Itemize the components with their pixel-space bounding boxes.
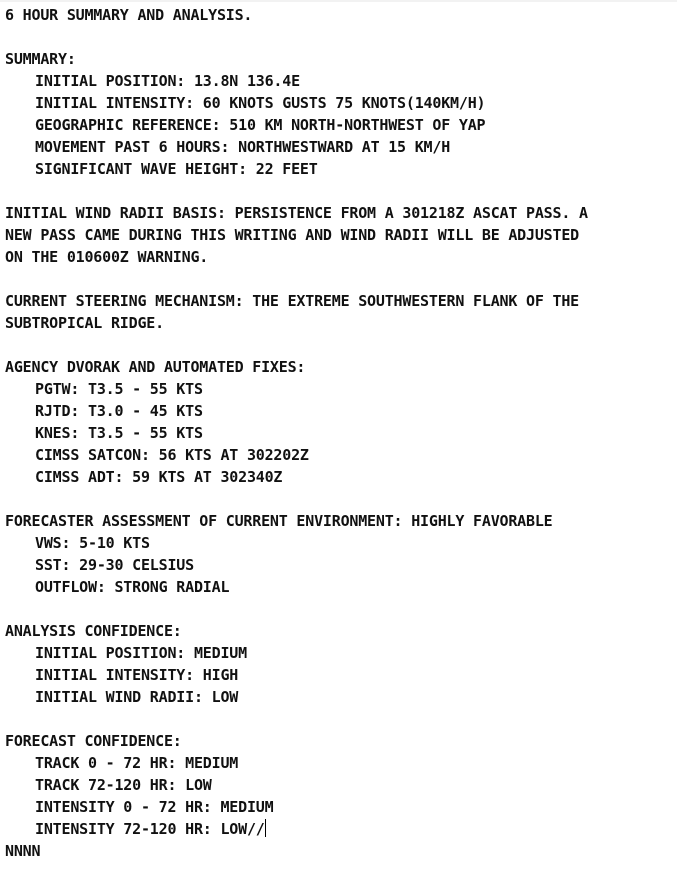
dvorak-section <box>5 356 675 488</box>
analysis-confidence-wind-radii: INITIAL WIND RADII: LOW <box>35 688 239 706</box>
warning-text-document[interactable] <box>5 4 675 862</box>
environment-sst: SST: 29-30 CELSIUS <box>35 556 194 574</box>
top-edge-divider <box>0 0 677 2</box>
summary-movement: MOVEMENT PAST 6 HOURS: NORTHWESTWARD AT 15 KM/H <box>35 138 451 156</box>
analysis-confidence-intensity: INITIAL INTENSITY: HIGH <box>35 666 239 684</box>
dvorak-fix-satcon: CIMSS SATCON: 56 KTS AT 302202Z <box>35 446 309 464</box>
analysis-confidence-section <box>5 620 675 708</box>
summary-wave-height: SIGNIFICANT WAVE HEIGHT: 22 FEET <box>35 160 318 178</box>
summary-initial-position: INITIAL POSITION: 13.8N 136.4E <box>35 72 300 90</box>
forecast-confidence-heading: FORECAST CONFIDENCE: <box>5 732 182 750</box>
environment-section <box>5 510 675 598</box>
environment-outflow: OUTFLOW: STRONG RADIAL <box>35 578 230 596</box>
text-cursor <box>265 819 266 837</box>
wind-radii-section <box>5 202 675 268</box>
environment-vws: VWS: 5-10 KTS <box>35 534 150 552</box>
summary-geographic-reference: GEOGRAPHIC REFERENCE: 510 KM NORTH-NORTHWEST OF YAP <box>35 116 486 134</box>
forecast-confidence-intensity-0-72: INTENSITY 0 - 72 HR: MEDIUM <box>35 798 274 816</box>
blank-line <box>5 598 675 620</box>
wind-radii-line: INITIAL WIND RADII BASIS: PERSISTENCE FROM A 301218Z ASCAT PASS. A <box>5 204 588 222</box>
wind-radii-line: ON THE 010600Z WARNING. <box>5 248 209 266</box>
analysis-confidence-heading: ANALYSIS CONFIDENCE: <box>5 622 182 640</box>
forecast-confidence-track-0-72: TRACK 0 - 72 HR: MEDIUM <box>35 754 239 772</box>
blank-line <box>5 334 675 356</box>
environment-heading: FORECASTER ASSESSMENT OF CURRENT ENVIRONMENT: HIGHLY FAVORABLE <box>5 512 553 530</box>
message-terminator: NNNN <box>5 842 41 860</box>
summary-heading: SUMMARY: <box>5 50 76 68</box>
document-title: 6 HOUR SUMMARY AND ANALYSIS. <box>5 6 253 24</box>
steering-section <box>5 290 675 334</box>
wind-radii-line: NEW PASS CAME DURING THIS WRITING AND WIND RADII WILL BE ADJUSTED <box>5 226 579 244</box>
dvorak-fix-pgtw: PGTW: T3.5 - 55 KTS <box>35 380 203 398</box>
forecast-confidence-intensity-72-120-row <box>5 818 675 840</box>
analysis-confidence-position: INITIAL POSITION: MEDIUM <box>35 644 247 662</box>
forecast-confidence-track-72-120: TRACK 72-120 HR: LOW <box>35 776 212 794</box>
summary-initial-intensity: INITIAL INTENSITY: 60 KNOTS GUSTS 75 KNOTS(140KM/H) <box>35 94 486 112</box>
steering-line: CURRENT STEERING MECHANISM: THE EXTREME SOUTHWESTERN FLANK OF THE <box>5 292 579 310</box>
blank-line <box>5 268 675 290</box>
steering-line: SUBTROPICAL RIDGE. <box>5 314 164 332</box>
dvorak-fix-knes: KNES: T3.5 - 55 KTS <box>35 424 203 442</box>
summary-section <box>5 48 675 180</box>
forecast-confidence-intensity-72-120: INTENSITY 72-120 HR: LOW// <box>35 820 265 838</box>
blank-line <box>5 26 675 48</box>
blank-line <box>5 488 675 510</box>
dvorak-heading: AGENCY DVORAK AND AUTOMATED FIXES: <box>5 358 306 376</box>
blank-line <box>5 708 675 730</box>
dvorak-fix-rjtd: RJTD: T3.0 - 45 KTS <box>35 402 203 420</box>
blank-line <box>5 180 675 202</box>
forecast-confidence-section <box>5 730 675 840</box>
dvorak-fix-adt: CIMSS ADT: 59 KTS AT 302340Z <box>35 468 283 486</box>
